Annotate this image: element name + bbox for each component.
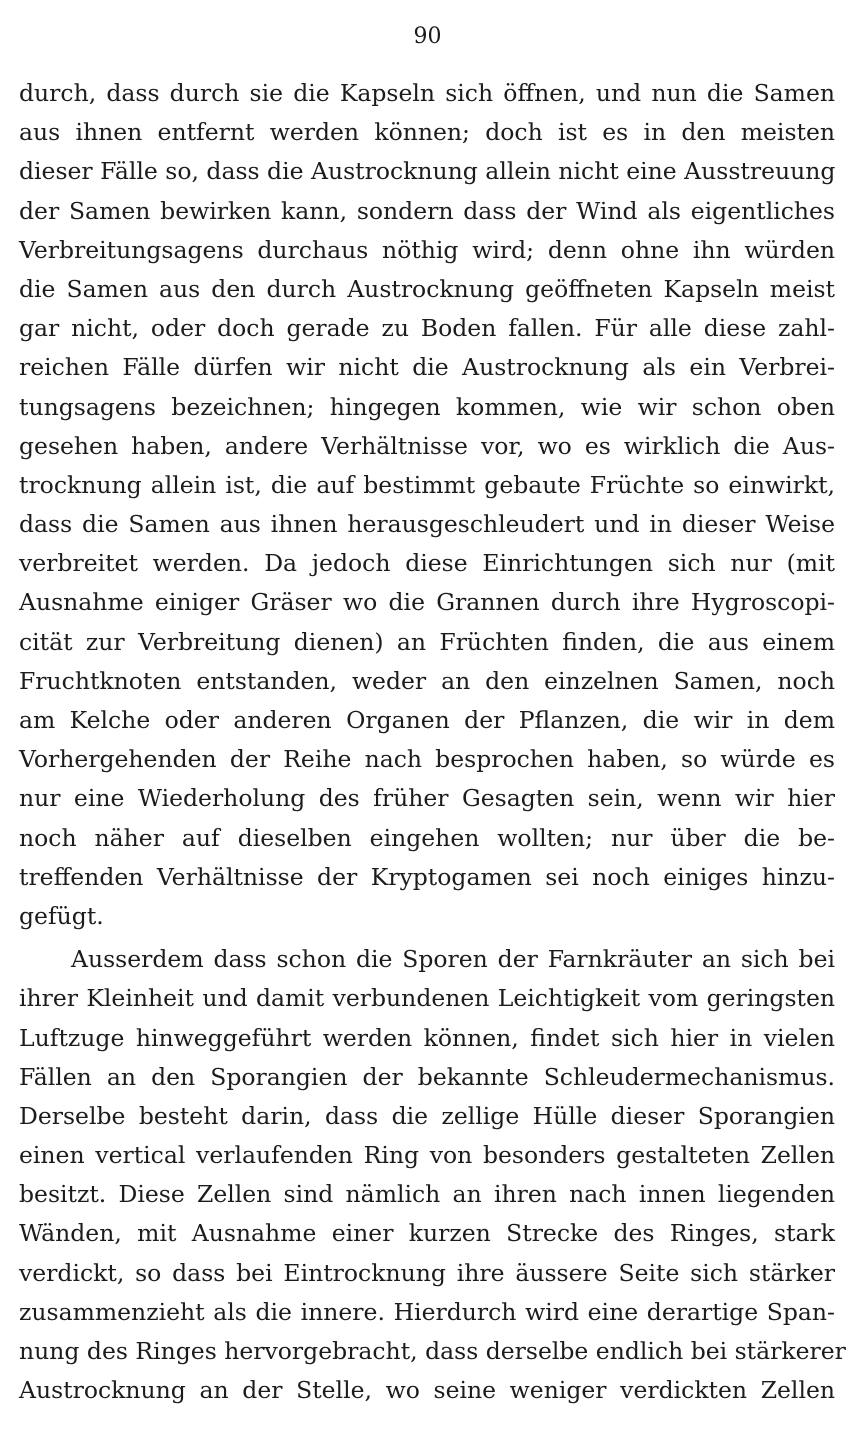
text-line: dieser Fälle so, dass die Austrocknung allein nicht eine Ausstreuung [19,157,836,186]
text-line: besitzt. Diese Zellen sind nämlich an ihren nach innen liegenden [19,1180,835,1209]
text-line: gesehen haben, andere Verhältnisse vor, wo es wirklich die Aus- [19,431,835,460]
text-line: trocknung allein ist, die auf bestimmt gebaute Früchte so einwirkt, [19,470,835,499]
text-line: gar nicht, oder doch gerade zu Boden fallen. Für alle diese zahl- [19,314,835,343]
text-line: nur eine Wiederholung des früher Gesagten sein, wenn wir hier [19,784,835,813]
text-line: Luftzuge hinweggeführt werden können, findet sich hier in vielen [19,1023,835,1052]
text-line: Wänden, mit Ausnahme einer kurzen Strecke des Ringes, stark [19,1219,835,1248]
text-line: Vorhergehenden der Reihe nach besprochen haben, so würde es [19,745,835,774]
text-line: ihrer Kleinheit und damit verbundenen Leichtigkeit vom geringsten [19,984,835,1013]
page-number: 90 [413,24,442,49]
text-line: aus ihnen entfernt werden können; doch ist es in den meisten [19,118,835,147]
text-line: treffenden Verhältnisse der Kryptogamen sei noch einiges hinzu- [19,862,835,891]
text-line: nung des Ringes hervorgebracht, dass derselbe endlich bei stärkerer [19,1337,846,1365]
text-line: Fällen an den Sporangien der bekannte Schleudermechanismus. [19,1062,835,1091]
text-line: Ausnahme einiger Gräser wo die Grannen durch ihre Hygroscopi- [19,588,835,617]
text-line: durch, dass durch sie die Kapseln sich öffnen, und nun die Samen [19,79,835,107]
text-line: gefügt. [19,901,104,930]
text-line: dass die Samen aus ihnen herausgeschleudert und in dieser Weise [19,510,835,539]
text-line: Ausserdem dass schon die Sporen der Farnkräuter an sich bei [71,945,835,974]
text-line: Derselbe besteht darin, dass die zellige Hülle dieser Sporangien [19,1101,835,1130]
text-line: noch näher auf dieselben eingehen wollten; nur über die be- [19,823,835,852]
text-body [19,74,846,1410]
text-line: einen vertical verlaufenden Ring von besonders gestalteten Zellen [19,1141,835,1170]
paragraph-2 [19,940,846,1410]
text-line: Austrocknung an der Stelle, wo seine weniger verdickten Zellen [19,1376,835,1405]
text-line: der Samen bewirken kann, sondern dass der Wind als eigentliches [19,196,835,225]
text-line: cität zur Verbreitung dienen) an Früchten finden, die aus einem [19,627,835,656]
text-line: verbreitet werden. Da jedoch diese Einrichtungen sich nur (mit [19,549,835,578]
text-line: reichen Fälle dürfen wir nicht die Austrocknung als ein Verbrei- [19,353,835,382]
text-line: verdickt, so dass bei Eintrocknung ihre äussere Seite sich stärker [19,1258,835,1287]
text-line: am Kelche oder anderen Organen der Pflanzen, die wir in dem [19,706,835,734]
text-line: Fruchtknoten entstanden, weder an den einzelnen Samen, noch [19,666,835,695]
text-line: Verbreitungsagens durchaus nöthig wird; denn ohne ihn würden [19,235,835,264]
paragraph-1 [19,74,835,936]
text-line: tungsagens bezeichnen; hingegen kommen, wie wir schon oben [19,392,835,421]
text-line: die Samen aus den durch Austrocknung geöffneten Kapseln meist [19,274,835,303]
text-line: zusammenzieht als die innere. Hierdurch wird eine derartige Span- [19,1297,835,1326]
